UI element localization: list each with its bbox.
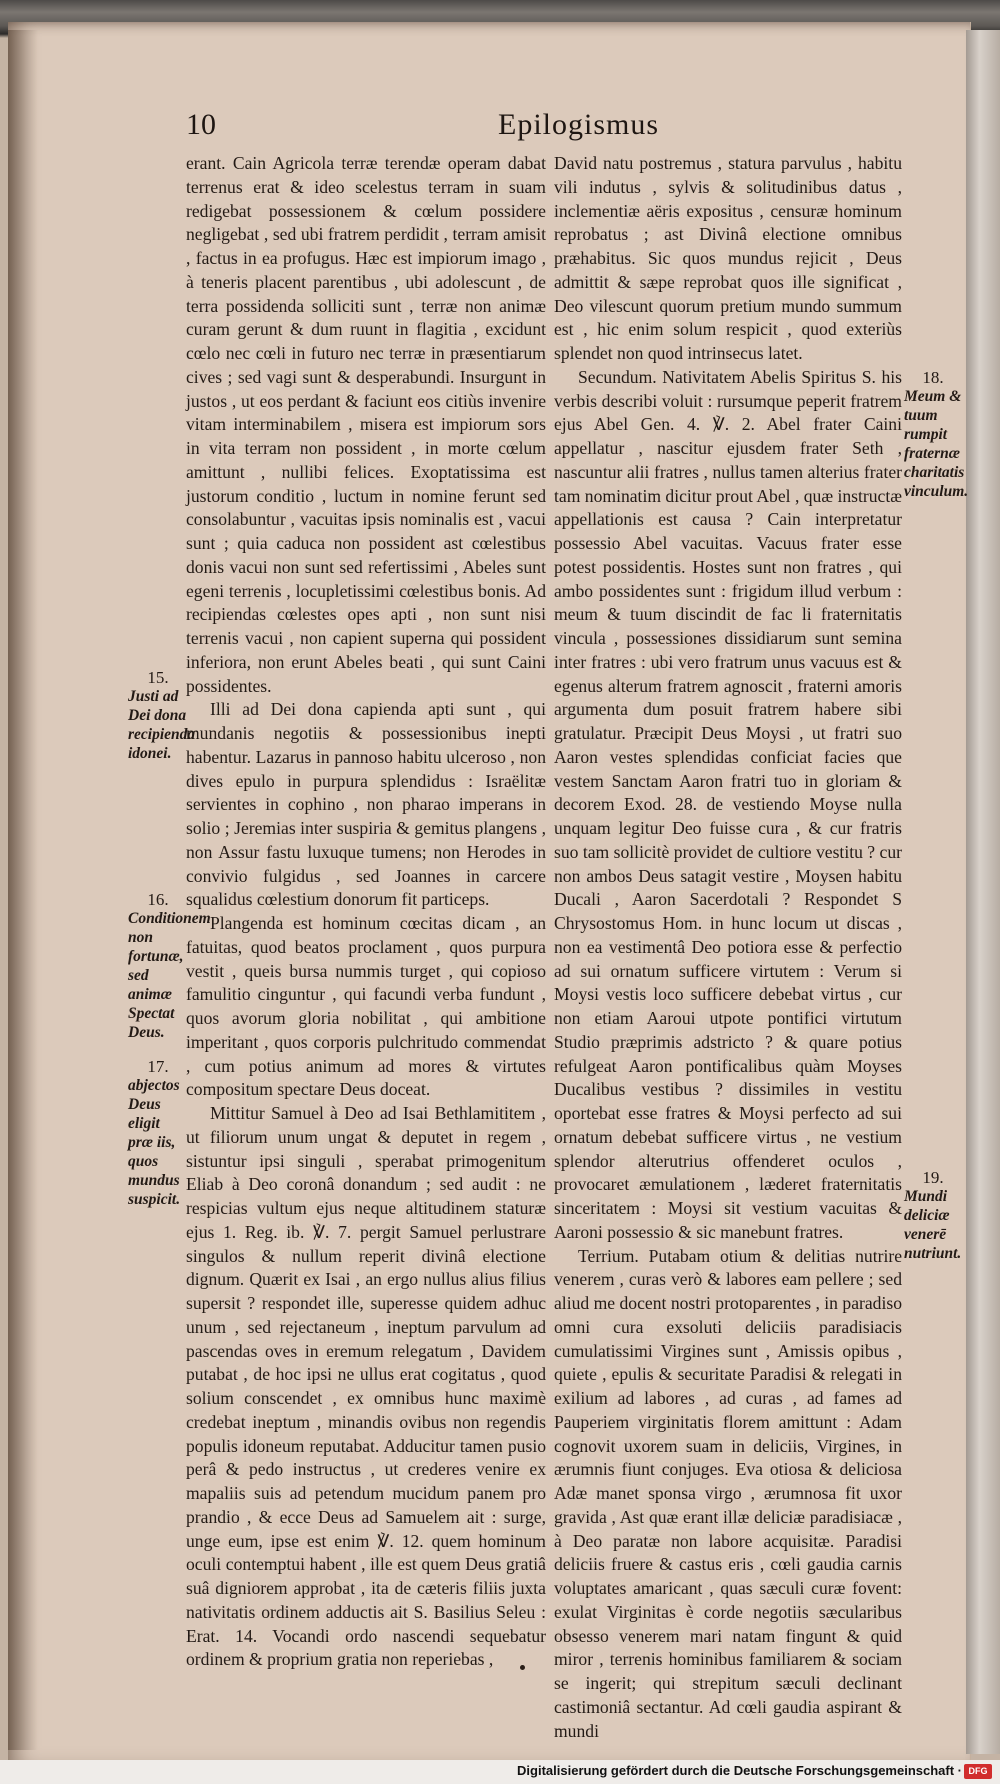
margin-note-text: Meum & tuum rumpit fraternæ charitatis vinculum.: [904, 388, 969, 500]
page-edge: [966, 30, 1000, 1754]
page-number: 10: [186, 108, 216, 141]
running-head: Epilogismus: [498, 108, 660, 141]
paragraph: Terrium. Putabam otium & delitias nutrire venerem , curas verò & labores eam pellere ; sed aliud me docent nostri protoparentes , in paradiso omni cura exsoluti deliciis paradisiacis cumulatissimi Virgines sunt , Amissis opibus , quiete , epulis & securitate Paradisi & relegati in exilium ad labores , ad curas , ad fames ad Pauperiem virginitatis florem amittunt : Adam cognovit uxorem suam in deliciis, Virgines, in ærumnis fiunt conjuges. Eva otiosa & deliciosa Adæ manet sponsa virgo , ærumnosa fit uxor gravida , Ast quæ erant illæ deliciæ paradisiacæ , à Deo paratæ non labore acquisitæ. Paradisi deliciis fruere & castus eris , cœli gaudia carnis voluptates amaricant , quas sæculi curæ fovent: exulat Virginitas è corde negotiis sæcularibus obsesso venerem mari natam fingunt & quid miror , terrenis hominibus familiarem & sociam se ingerit; qui strepitum sæculi declinant castimoniâ sectantur. Ad cœli gaudia aspirant & mundi: [554, 1245, 902, 1741]
paragraph: David natu postremus , statura parvulus , habitu vili indutus , sylvis & solitudinibus datus , inclementiæ aëris expositus , censuræ hominum reprobatus ; ast Divinâ electione omnibus præhabitus. Sic quos mundus rejicit , Deus admittit & sæpe reprobat quos ille significat , Deo vilescunt quorum pretium mundo summum est , hic enim solum respicit , quod exteriùs splendet non quod intrinsecus latet.: [554, 153, 902, 363]
paragraph: Mittitur Samuel à Deo ad Isai Bethlamititem , ut filiorum unum ungat & deputet in regem , sistuntur ipsi singuli , sperabat primogenitum Eliab à Deo coronâ donandum ; sed audit : ne respicias vultum ejus neque altitudinem staturæ ejus 1. Reg. ib. ℣. 7. pergit Samuel perlustrare singulos & nullum reperit divinâ electione dignum. Quærit ex Isai , an ergo nullus alius filius supersit ? respondet ille, superesse quidem adhuc unum , sed rejectaneum , ineptum parvulum ad pascendas oves in eremum relegatum , Davidem putabat , de hoc ipsi ne ullus erat cogitatus , quod solium conscendet , ex omnibus hunc maximè credebat ineptum , minandis ovibus non regendis populis idoneum reputabat. Adducitur tamen pusio perâ & pedo instructus , ut crederes venire ex mapaliis suis ad petendum mucidum panem pro prandio , & ecce Deus ad Samuelem ait : surge, unge eum, ipse est enim ℣. 12. quem hominum oculi contemptui habent , ille est quem Deus gratiâ suâ digniorem approbat , ita de cæteris filiis juxta nativitatis ordinem adductis ait S. Basilius Seleu : Erat. 14. Vocandi ordo nascendi sequebatur ordinem & proprium gratia non reperiebas ,: [186, 1103, 546, 1670]
page-header: [0, 108, 1000, 148]
margin-note-16: [128, 890, 211, 1042]
footer-credit: Digitalisierung gefördert durch die Deutsche Forschungsgemeinschaft ·: [517, 1763, 962, 1778]
digitization-footer: [0, 1760, 1000, 1784]
margin-note-number: 19.: [922, 1168, 944, 1187]
paragraph: Secundum. Nativitatem Abelis Spiritus S. his verbis describi voluit : rursumque peperit fratrem ejus Abel Gen. 4. ℣. 2. Abel frater Caini appellatur , nascitur ejusdem frater Seth , nascuntur alii fratres , nullus tamen alterius frater tam nominatim dicitur prout Abel , quæ instructæ appellationis est causa ? Cain interpretatur possessio Abel vacuitas. Vacuus frater esse potest possidentis. Hostes sunt non fratres , qui ambo possidentes sunt : frigidum illud verbum : meum & tuum discindit de fac li fraternitatis vincula , possessiones dissidiarum sunt semina inter fratres : ubi vero fratrum unus vacuus est & egenus alterum fratrem agnoscit , fraterni amoris argumenta dum posuit fratrem habere sibi gratulatur. Præcipit Deus Moysi , ut fratri suo Aaron vestes splendidas conficiat facies que vestem Sanctam Aaron fratri tuo in gloriam & decorem Exod. 28. de vestiendo Moyse nulla unquam legitur Deo fuisse cura , & cur fratris suo tam sollicitè providet de cultiore vestitu ? cur non ambos Deus satagit vestire , Moysen habitu Ducali , Aaron Sacerdotali ? Respondet S Chrysostomus Hom. in hunc locum ut discas , non ea vestimentâ Deo potiora esse & perfectio ad sui ornatum sufficere virtutem : Verum si Moysi vestis loco sufficere debebat virtus , cur non etiam Aaroui utpote pontifici virtutum Studio præprimis adstricto ? & quare potius refulgeat Aaron pontificalibus quàm Moyses Ducalibus vestibus ? dissimiles in vestitu oportebat esse fratres & Moysi perfecto ad sui ornatum debebat sufficere virtus , ne vestium splendor alterutrius offenderet oculos , provocaret æmulationem , læderet fraternitatis sinceritatem : Moysi sit vestium vacuitas & Aaroni possessio & sic manebunt fratres.: [554, 366, 902, 1242]
margin-note-number: 16.: [147, 890, 169, 909]
margin-note-15: [128, 668, 196, 763]
paragraph: erant. Cain Agricola terræ terendæ operam dabat terrenus erat & ideo scelestus terram in suam redigebat possessionem & cœlum possidere negligebat , sed ubi fratrem perdidit , terram amisit , factus in ea profugus. Hæc est impiorum imago , à teneris placent parentibus , ubi adolescunt , de terra possidenda solliciti sunt , terræ non animæ curam gerunt & dum ruunt in flagitia , excidunt cœlo nec cœli in futuro nec terræ in præsentiarum cives ; sed vagi sunt & desperabundi. Insurgunt in justos , ut eos perdant & faciunt eos citiùs invenire vitam interminabilem , misera est impiorum sors in vita terram non possident , in morte cœlum amittunt , nullibi felices. Exoptatissima est justorum conditio , luctum in nomine ferunt sed consolabuntur , vacuitas ipsis nominalis est , vacui sunt ; quia caduca non possident ast cœlestibus donis vacui non sunt sed refertissimi , Abeles sunt egeni terrenis , locupletissimi cœlestibus bonis. Ad recipiendas cœlestes opes apti , non sunt nisi terrenis vacui , non capient superna qui possident inferiora, non erunt Abeles beati , qui sunt Caini possidentes.: [186, 153, 546, 696]
left-text-column: [186, 152, 546, 1672]
margin-note-text: Mundi deliciæ venerē nutriunt.: [904, 1188, 962, 1262]
ink-dot: [520, 1665, 525, 1670]
margin-note-number: 18.: [922, 368, 944, 387]
margin-note-18: [904, 368, 969, 501]
paragraph: Plangenda est hominum cœcitas dicam , an fatuitas, quod beatos proclament , quos purpura vestit , queis bursa nummis turget , qui copioso famulitio cinguntur , qui facundi verba fundunt , quos avorum gloria nobilitat , qui ambitione imperitant , quos corporis pulchritudo commendat , cum potius animum ad mores & virtutes compositum spectare Deus doceat.: [186, 913, 546, 1100]
margin-note-text: Justi ad Dei dona recipienda idonei.: [128, 688, 196, 762]
margin-note-text: abjectos Deus eligit præ iis, quos mundus suspicit.: [128, 1077, 181, 1208]
margin-note-number: 15.: [147, 668, 169, 687]
margin-note-19: [904, 1168, 962, 1263]
dfg-logo: DFG: [964, 1764, 992, 1779]
gutter-shadow: [8, 30, 38, 1750]
right-text-column: [554, 152, 902, 1743]
margin-note-17: [128, 1057, 188, 1209]
margin-note-number: 17.: [147, 1057, 169, 1076]
margin-note-text: Conditionem non fortunæ, sed animæ Spectat Deus.: [128, 910, 211, 1041]
paragraph: Illi ad Dei dona capienda apti sunt , qui mundanis negotiis & possessionibus inepti habentur. Lazarus in pannoso habitu ulceroso , non dives epulo in purpura splendidus : Israëlitæ servientes in cophino , non pharao imperans in solio ; Jeremias inter suspiria & gemitus plangens , non Assur fastu luxuque tumens; non Herodes in convivio fulgidus , sed Joannes in carcere squalidus cœlestium donorum fit particeps.: [186, 699, 546, 910]
